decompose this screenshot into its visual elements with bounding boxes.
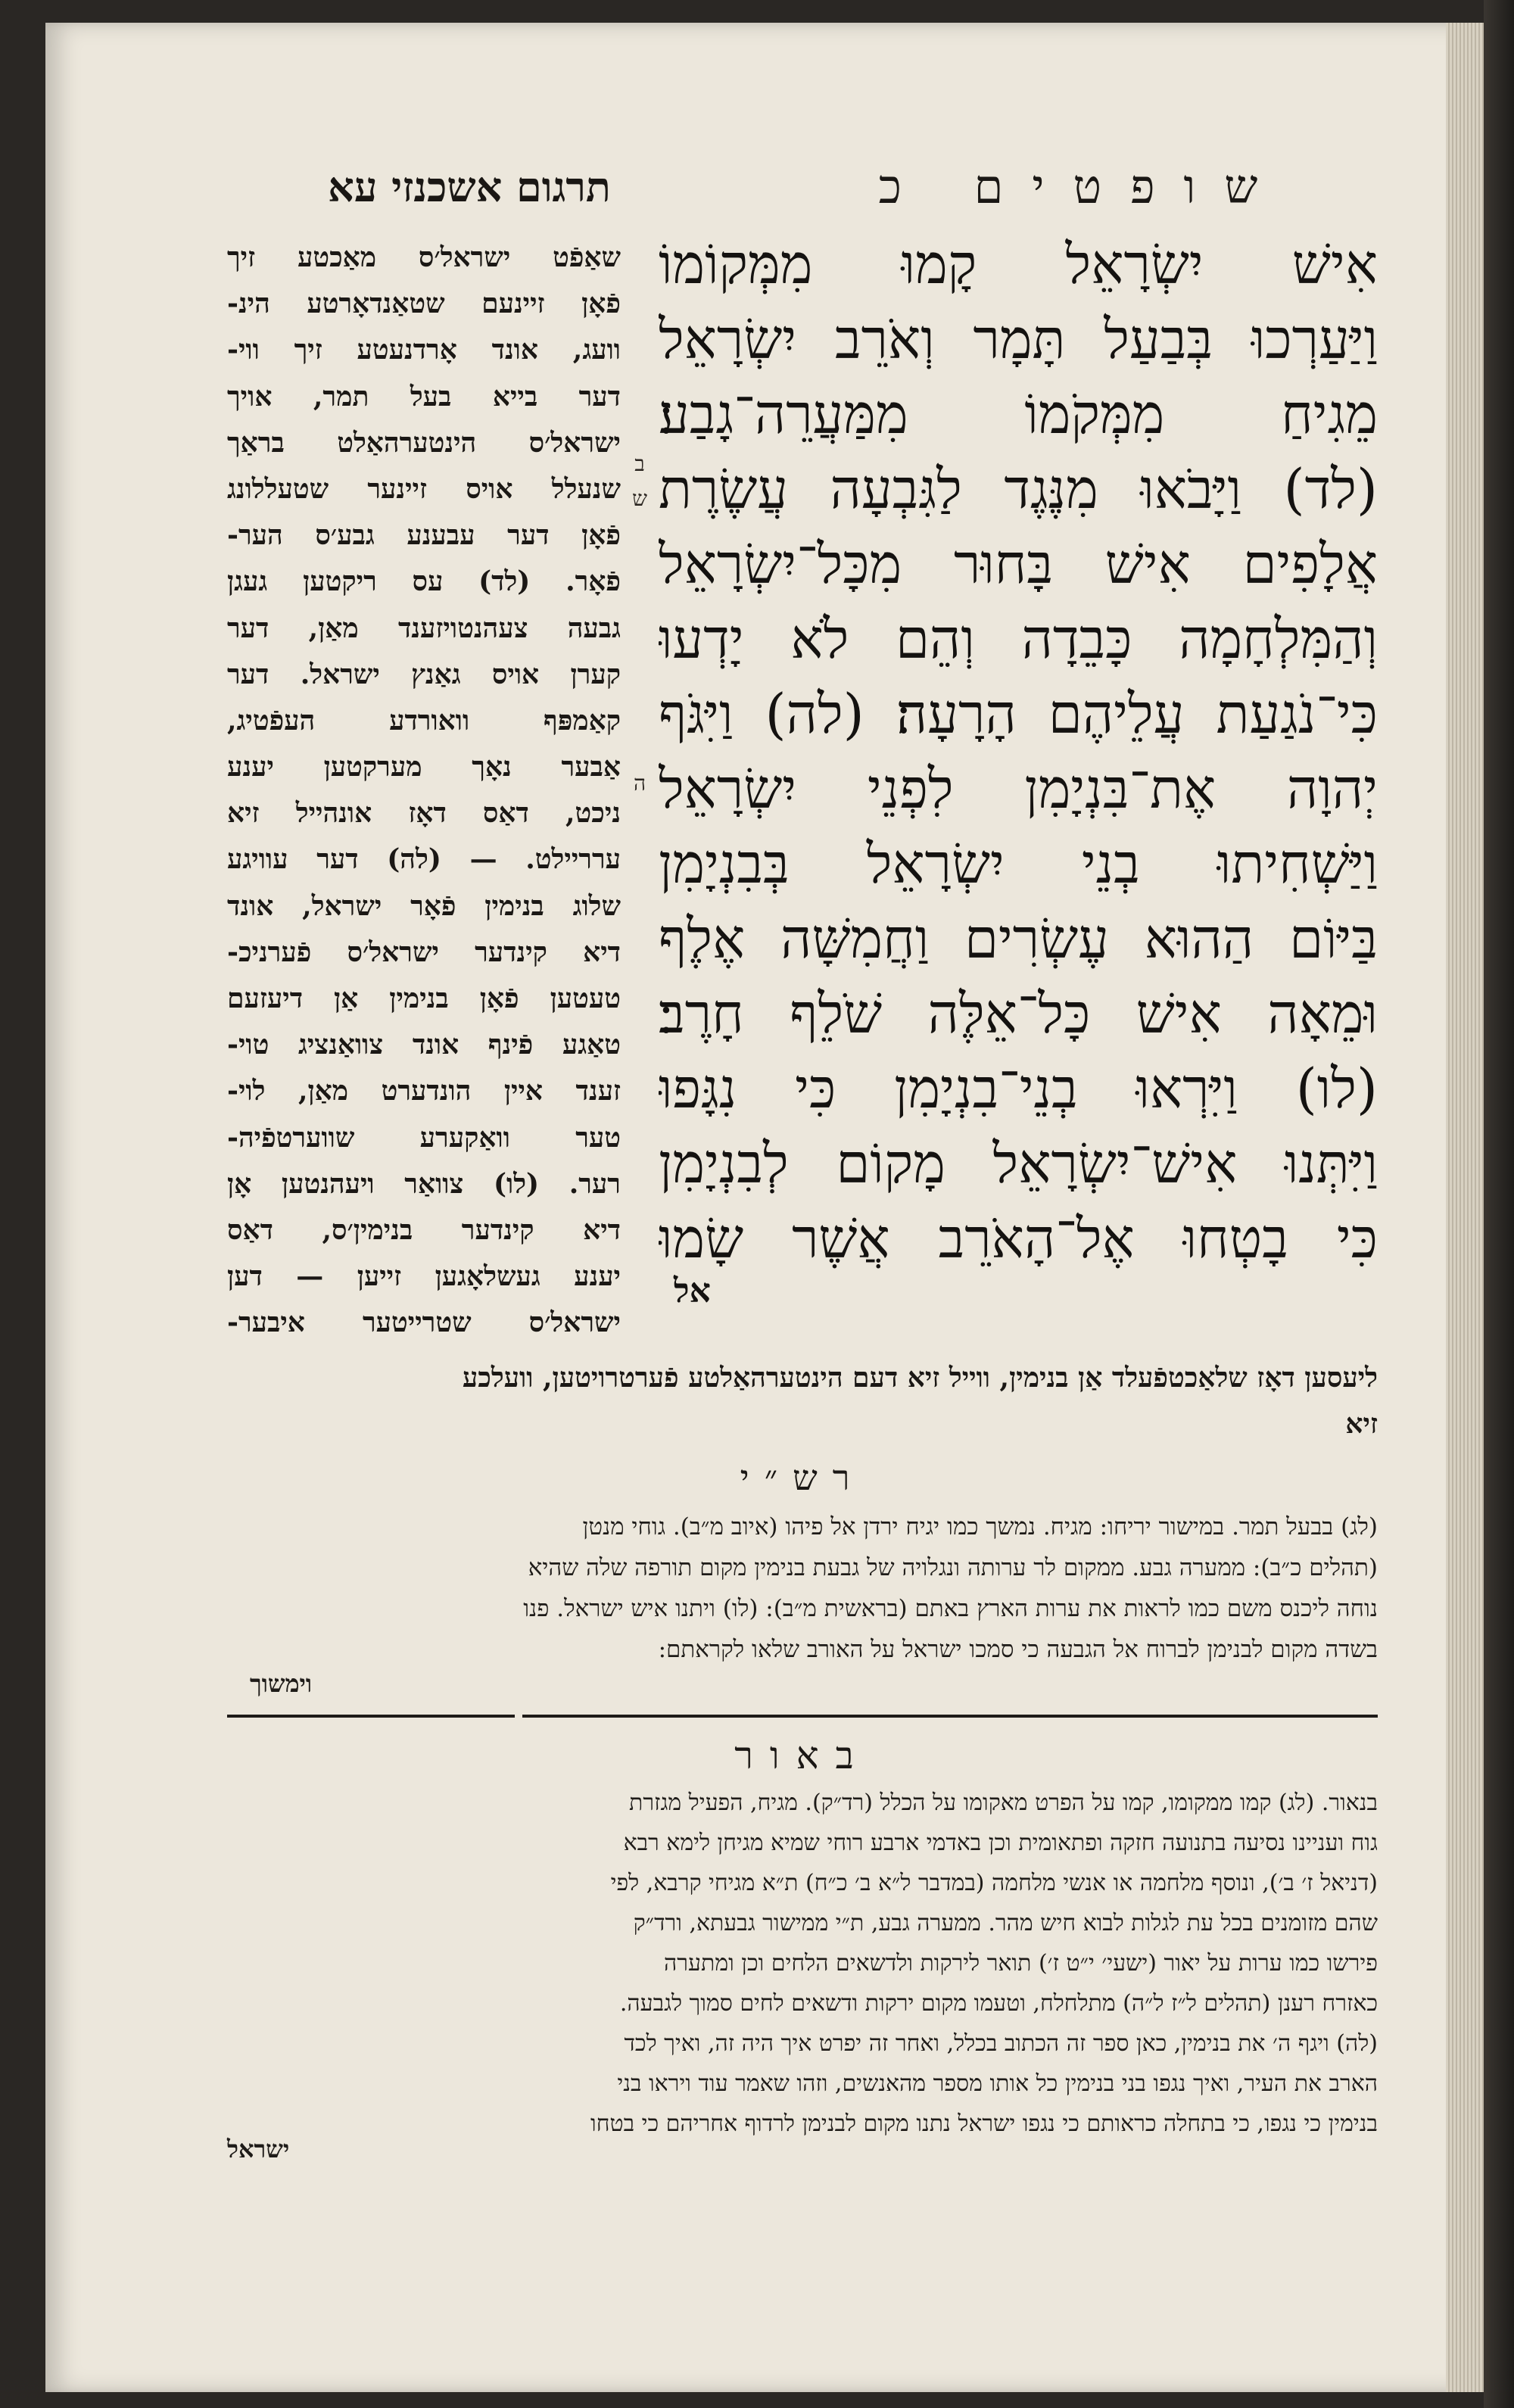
targum-line: שנעלל אויס זיינער שטעללונג bbox=[227, 472, 621, 505]
biur-line: בנאור. (לג) קמו ממקומו, קמו על הפרט מאקומו על הכלל (רד״ק). מגיח, הפעיל מגזרת bbox=[629, 1790, 1378, 1816]
rashi-line: נוחה ליכנס משם כמו לראות את ערות הארץ באתם (בראשית מ״ב): (לו) ויתנו איש ישראל. פנו bbox=[523, 1595, 1378, 1622]
main-text-line: וַיַּשְׁחִיתוּ בְנֵי יִשְׂרָאֵל בְּבִנְיָמִן bbox=[659, 832, 1378, 896]
targum-line: פֿאָן זיינעם שטאַנדאָרטע הינ- bbox=[227, 288, 621, 320]
biur-line: פירשו כמו ערות על יאור (ישעי׳ י״ט ז׳) תואר לירקות ולדשאים הלחים וכן ומתערה bbox=[664, 1950, 1378, 1977]
targum-line: ישראל׳ס הינטערהאַלט בראַך bbox=[227, 426, 621, 459]
rashi-catchword: וימשוך bbox=[250, 1669, 313, 1698]
rashi-line: בשדה מקום לבנימן לברוח אל הגבעה כי סמכו ישראל על האורב שלאו לקראתם: bbox=[658, 1636, 1378, 1663]
rashi-line: (תהלים כ״ב): ממערה גבע. ממקום לר ערותה ונגלויה של גבעת בנימין מקום תורפה שלה שהיא bbox=[528, 1554, 1378, 1581]
rashi-commentary bbox=[227, 1506, 1378, 1670]
page-edges bbox=[1446, 23, 1484, 2392]
biur-line: (לה) ויגף ה׳ את בנימין, כאן ספר זה הכתוב בכלל, ואחר זה יפרט איך היה זה, ואיך לכד bbox=[624, 2030, 1378, 2057]
biur-line: בנימין כי נגפו, כי בתחלה כראותם כי נגפו ישראל נתנו מקום לבנימן לרדוף אחריהם כי בטחו bbox=[590, 2111, 1378, 2137]
biur-line: כאזרח רענן (תהלים ל״ז ל״ה) מתלחלח, וטעמו מקום ירקות ודשאים לחים סמוך לגבעה. bbox=[619, 1990, 1378, 2017]
main-catchword: אל bbox=[674, 1272, 711, 1310]
targum-line: יענע געשלאָגען זייען — דען bbox=[227, 1260, 621, 1293]
targum-line: פֿאָר. (לד) עס ריקטען געגן bbox=[227, 565, 621, 598]
targum-title: תרגום אשכנזי עא bbox=[328, 163, 611, 211]
rashi-title: רש״י bbox=[740, 1457, 865, 1498]
targum-line: דיא קינדער בנימין׳ס, דאַס bbox=[227, 1213, 621, 1246]
targum-line: ערריילט. — (לה) דער עוויגע bbox=[227, 843, 621, 876]
main-text-line: וְהַמִּלְחָמָה כָּבֵדָה וְהֵם לֹא יָדְעוּ bbox=[659, 607, 1378, 671]
main-hebrew-text bbox=[659, 227, 1378, 1276]
main-text-line: (לו) וַיִּרְאוּ בְנֵי־בִנְיָמִן כִּי נִגָּפוּ bbox=[659, 1057, 1378, 1120]
biur-catchword: ישראל bbox=[227, 2135, 290, 2163]
margin-letter: ה bbox=[633, 771, 646, 796]
targum-line: ניכט, דאַס דאָז אונהייל זיא bbox=[227, 797, 621, 830]
main-text-line: (לד) וַיָּבֹאוּ מִנֶּגֶד לַגִּבְעָה עֲשֶׂרֶת bbox=[659, 457, 1378, 521]
targum-column bbox=[227, 235, 621, 1347]
divider-rule bbox=[227, 1715, 515, 1718]
targum-line: שאַפֿט ישראל׳ס מאַכטע זיך bbox=[227, 241, 621, 273]
targum-line: קאַמפּף וואורדע העפֿטיג, bbox=[227, 704, 621, 737]
book-title: שופטים כ bbox=[878, 159, 1287, 214]
targum-line: פֿאָן דער עבענע גבע׳ס הער- bbox=[227, 519, 621, 552]
targum-line: אַבער נאָך מערקטען יענע bbox=[227, 751, 621, 783]
book-binding bbox=[1484, 0, 1514, 2408]
targum-line: וועג, אונד אָרדנעטע זיך ווי- bbox=[227, 334, 621, 366]
targum-continuation bbox=[227, 1355, 1378, 1447]
main-text-line: אֲלָפִים אִישׁ בָּחוּר מִכָּל־יִשְׂרָאֵל bbox=[659, 532, 1378, 596]
biur-commentary bbox=[227, 1783, 1378, 2144]
margin-letter: ב bbox=[634, 451, 645, 476]
targum-line: טאַגע פֿינף אונד צוואַנציג טוי- bbox=[227, 1029, 621, 1061]
targum-line: זיא bbox=[1345, 1408, 1378, 1441]
targum-line: דער בייא בעל תמר, אויך bbox=[227, 380, 621, 413]
main-text-line: יְהוָה אֶת־בִּנְיָמִן לִפְנֵי יִשְׂרָאֵל bbox=[659, 757, 1378, 821]
targum-line: שלוג בנימין פֿאָר ישראל, אונד bbox=[227, 889, 621, 922]
main-text-line: וַיַּעַרְכוּ בְּבַעַל תָּמָר וְאֹרֵב יִשְׂרָאֵל bbox=[659, 307, 1378, 371]
main-text-line: בַּיּוֹם הַהוּא עֶשְׂרִים וַחֲמִשָּׁה אֶלֶף bbox=[659, 907, 1378, 970]
main-text-line: כִּי־נֹגַעַת עֲלֵיהֶם הָרָעָה׃ (לה) וַיִּגֹּף bbox=[659, 682, 1378, 746]
biur-title: באור bbox=[734, 1734, 871, 1777]
targum-line: רער. (לו) צוואַר ויעהנטען אָן bbox=[227, 1167, 621, 1200]
targum-line: קערן אויס גאַנץ ישראל. דער bbox=[227, 658, 621, 690]
main-text-line: וּמֵאָה אִישׁ כָּל־אֵלֶּה שֹׁלֵף חָרֶב׃ bbox=[659, 982, 1378, 1045]
main-text-line: וַיִּתְּנוּ אִישׁ־יִשְׂרָאֵל מָקוֹם לְבִנְיָמִן bbox=[659, 1132, 1378, 1195]
margin-letter: ש bbox=[632, 486, 647, 511]
main-text-line: כִּי בָטְחוּ אֶל־הָאֹרֵב אֲשֶׁר שָׂמוּ bbox=[659, 1207, 1378, 1270]
divider-rule bbox=[522, 1715, 1378, 1718]
biur-line: שהם מזומנים בכל עת לגלות לבוא חיש מהר. ממערה גבע, ת״י ממישור גבעתא, ורד״ק bbox=[633, 1910, 1378, 1936]
targum-line: זענד איין הונדערט מאַן, לוי- bbox=[227, 1075, 621, 1107]
biur-line: הארב את העיר, ואיך נגפו בני בנימין כל אותו מספר מהאנשים, וזהו שאמר עוד ויראו בני bbox=[617, 2070, 1378, 2097]
main-text-line: אִישׁ יִשְׂרָאֵל קָמוּ מִמְּקוֹמוֹ bbox=[659, 232, 1378, 296]
targum-line: ישראל׳ס שטרייטער איבער- bbox=[227, 1307, 621, 1339]
margin-letters bbox=[625, 447, 655, 801]
targum-line: טער וואַקערע שווערטפֿיה- bbox=[227, 1121, 621, 1154]
targum-line: גבעה צעהנטויזענד מאַן, דער bbox=[227, 612, 621, 644]
main-text-line: מֵגִיחַ מִמְּקֹמוֹ מִמַּעֲרֵה־גָבַע׃ bbox=[659, 382, 1378, 446]
targum-line: ליעסען דאָז שלאַכטפֿעלד אַן בנימין, ווייל זיא דעם הינטערהאַלטע פֿערטרויטען, וועלכע bbox=[462, 1362, 1378, 1394]
rashi-line: (לג) בבעל תמר. במישור יריחו: מגיח. נמשך כמו יגיח ירדן אל פיהו (איוב מ״ב). גוחי מנטן bbox=[582, 1513, 1378, 1540]
biur-line: (דניאל ז׳ ב׳), ונוסף מלחמה או אנשי מלחמה (במדבר ל״א ב׳ כ״ח) ת״א מגיחי קרבא, לפי bbox=[610, 1870, 1378, 1896]
targum-line: טעטען פֿאָן בנימין אַן דיעזעם bbox=[227, 983, 621, 1014]
targum-line: דיא קינדער ישראל׳ס פֿערניכ- bbox=[227, 936, 621, 968]
biur-line: גוח ועניינו נסיעה בתנועה חזקה ופתאומית וכן באדמי ארבע רוחי שמיא מגיחן לימא רבא bbox=[623, 1830, 1378, 1856]
